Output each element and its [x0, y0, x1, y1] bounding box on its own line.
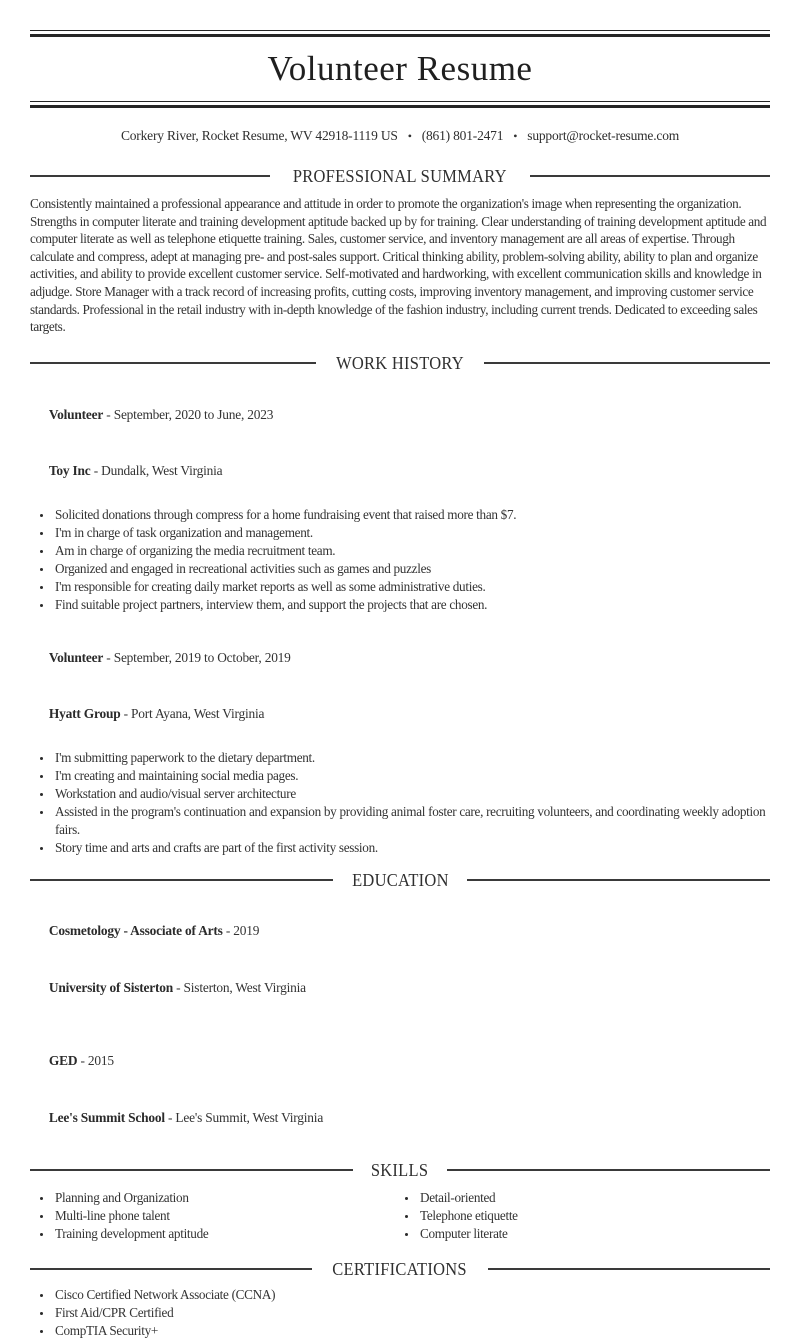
education-heading: EDUCATION: [351, 869, 449, 890]
job-title: Volunteer: [48, 407, 104, 423]
job-bullet: • I'm creating and maintaining social media pages.: [53, 767, 770, 785]
section-heading-summary: [30, 166, 770, 186]
job-company: Toy Inc: [48, 462, 91, 478]
education-entry: [30, 902, 770, 1016]
double-rule-top: [30, 30, 770, 37]
heading-rule-left: [30, 1169, 353, 1171]
skill-item: • Multi-line phone talent: [53, 1207, 395, 1225]
contact-phone: (861) 801-2471: [421, 128, 504, 143]
skill-item: • Training development aptitude: [53, 1225, 395, 1243]
certification-item: • First Aid/CPR Certified: [53, 1304, 770, 1322]
education-degree: GED: [48, 1052, 78, 1068]
skill-item: • Planning and Organization: [53, 1189, 395, 1207]
job-title: Volunteer: [48, 650, 104, 666]
job-company-line: [30, 443, 770, 499]
education-degree: Cosmetology - Associate of Arts: [48, 922, 223, 938]
heading-rule-left: [30, 879, 333, 881]
job-bullet: • Workstation and audio/visual server architecture: [53, 785, 770, 803]
section-heading-certifications: [30, 1259, 770, 1279]
double-rule-under-title: [30, 101, 770, 108]
job-bullet: • I'm in charge of task organization and management.: [53, 524, 770, 542]
education-school-line: [30, 959, 770, 1016]
job-bullet: • Organized and engaged in recreational activities such as games and puzzles: [53, 560, 770, 578]
education-entry: [30, 1032, 770, 1146]
job-bullet: • I'm responsible for creating daily market reports as well as some administrative duties.: [53, 578, 770, 596]
skill-item: • Telephone etiquette: [418, 1207, 770, 1225]
skills-heading: SKILLS: [371, 1159, 429, 1180]
skill-item: • Detail-oriented: [418, 1189, 770, 1207]
heading-rule-left: [30, 1268, 312, 1270]
job-bullet: • Assisted in the program's continuation and expansion by providing animal foster care, recruiting volunteers, and coordinating weekly adoption fairs.: [53, 803, 770, 839]
education-school: Lee's Summit School: [48, 1109, 165, 1125]
certification-item: • CompTIA Security+: [53, 1322, 770, 1340]
heading-rule-right: [467, 879, 770, 881]
job-company: Hyatt Group: [48, 705, 121, 721]
contact-bullet-separator: •: [407, 129, 412, 143]
job-bullet: • Find suitable project partners, interview them, and support the projects that are chosen.: [53, 596, 770, 614]
section-heading-skills: [30, 1160, 770, 1180]
education-school: University of Sisterton: [48, 979, 173, 995]
job-title-line: [30, 388, 770, 444]
job-bullet: • Solicited donations through compress for a home fundraising event that raised more than $7.: [53, 506, 770, 524]
education-location: - Lee's Summit, West Virginia: [164, 1109, 324, 1125]
job-location: - Dundalk, West Virginia: [90, 462, 223, 478]
skill-item: • Computer literate: [418, 1225, 770, 1243]
job-title-line: [30, 631, 770, 687]
job-location: - Port Ayana, West Virginia: [120, 705, 265, 721]
education-degree-line: [30, 902, 770, 959]
education-school-line: [30, 1089, 770, 1146]
contact-email: support@rocket-resume.com: [527, 128, 680, 143]
job-bullet: • Story time and arts and crafts are part of the first activity session.: [53, 839, 770, 857]
heading-rule-right: [488, 1268, 770, 1270]
contact-bullet-separator: •: [513, 129, 518, 143]
job-bullet: • Am in charge of organizing the media recruitment team.: [53, 542, 770, 560]
contact-line: [30, 128, 770, 144]
heading-rule-right: [447, 1169, 770, 1171]
job-bullet-list: [30, 749, 770, 857]
job-entry: [30, 631, 770, 857]
education-year: - 2015: [77, 1052, 114, 1068]
education-location: - Sisterton, West Virginia: [172, 979, 306, 995]
page-title: Volunteer Resume: [267, 49, 533, 88]
skills-list-left: [30, 1189, 395, 1243]
heading-rule-right: [484, 362, 770, 364]
certifications-heading: CERTIFICATIONS: [332, 1258, 468, 1279]
job-dates: - September, 2020 to June, 2023: [103, 407, 274, 423]
job-entry: [30, 388, 770, 614]
resume-page: [0, 30, 800, 1340]
education-degree-line: [30, 1032, 770, 1089]
heading-rule-left: [30, 175, 270, 177]
summary-text: Consistently maintained a professional appearance and attitude in order to promote the organization's image when representing the organization. Strengths in computer literate and training development aptitude backed up by for training. Clear understanding of training development aptitude and computer literate as well as telephone etiquette training. Sales, customer service, and inventory management are all areas of expertise. Through calculate and compress, adept at managing pre- and post-sales support. Critical thinking ability, problem-solving ability, ability to plan and organize activities, and ability to provide excellent customer service. Self-motivated and hardworking, with excellent communication skills and knowledge in adjudge. Store Manager with a track record of increasing profits, cutting costs, improving inventory management, and improving customer service standards. Professional in the retail industry with in-depth knowledge of the fashion industry, including current trends. Dedicated to exceeding sales targets.: [30, 196, 767, 335]
job-bullet: • I'm submitting paperwork to the dietary department.: [53, 749, 770, 767]
education-year: - 2019: [222, 922, 260, 938]
certifications-list: [30, 1286, 770, 1340]
contact-address: Corkery River, Rocket Resume, WV 42918-1119 US: [120, 128, 398, 143]
section-heading-education: [30, 870, 770, 890]
certification-item: • Cisco Certified Network Associate (CCNA): [53, 1286, 770, 1304]
heading-rule-right: [530, 175, 770, 177]
skills-list-right: [395, 1189, 770, 1243]
skills-columns: [30, 1189, 770, 1243]
heading-rule-left: [30, 362, 316, 364]
section-heading-work-history: [30, 353, 770, 373]
job-company-line: [30, 686, 770, 742]
job-dates: - September, 2019 to October, 2019: [103, 650, 291, 666]
job-bullet-list: [30, 506, 770, 614]
work-history-heading: WORK HISTORY: [336, 352, 464, 373]
summary-heading: PROFESSIONAL SUMMARY: [293, 166, 507, 186]
